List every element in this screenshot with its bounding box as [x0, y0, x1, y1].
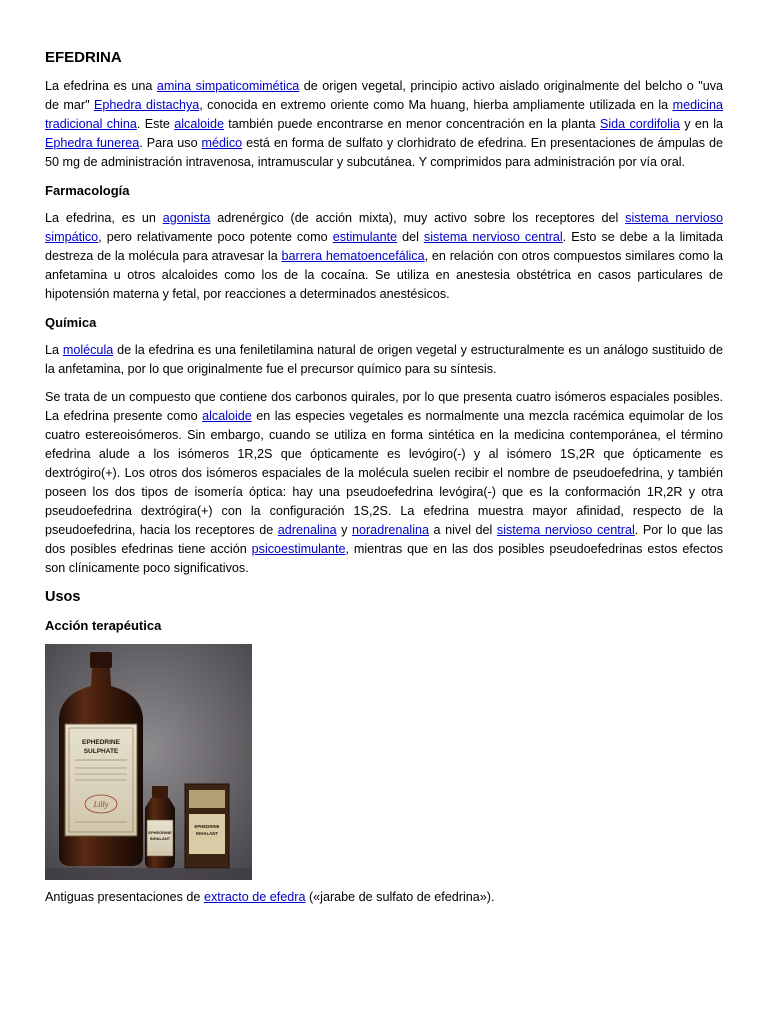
text-run: y: [336, 523, 352, 537]
text-run: La: [45, 343, 63, 357]
link-extracto-de-efedra[interactable]: extracto de efedra: [203, 890, 306, 904]
text-run: del: [397, 230, 424, 244]
ephedrine-bottles-photo: [45, 644, 252, 880]
link-estimulante[interactable]: estimulante: [332, 230, 398, 244]
text-run: , pero relativamente poco potente como: [98, 230, 333, 244]
text-run: . Por lo que las dos posibles efedrinas tiene acción: [45, 523, 723, 556]
article-body: [45, 48, 723, 907]
box-label-line1: EPHEDRINE: [194, 824, 220, 829]
text-run: está en forma de sulfato y clorhidrato de efedrina. En presentaciones de ámpulas de 50 mg de administración intravenosa, intramuscular y subcutánea. Y comprimidos para administración por vía oral.: [45, 136, 724, 169]
small-label-line1: EPHEDRINE: [148, 830, 172, 835]
quimica-paragraph-2: [45, 388, 723, 578]
link-adrenalina[interactable]: adrenalina: [277, 523, 337, 537]
text-run: Antiguas presentaciones de: [45, 890, 204, 904]
link-alcaloide[interactable]: alcaloide: [174, 117, 224, 131]
photo-caption: [45, 888, 723, 907]
small-bottle-cap: [152, 786, 168, 798]
link-amina-simpaticomimetica[interactable]: amina simpaticomimética: [156, 79, 300, 93]
text-run: . Este: [136, 117, 175, 131]
box-label-line2: INHALANT: [196, 831, 218, 836]
text-run: a nivel del: [429, 523, 497, 537]
large-label-brand: Lilly: [93, 800, 109, 809]
text-run: adrenérgico (de acción mixta), muy activo sobre los receptores del: [210, 211, 626, 225]
link-sistema-nervioso-simpatico[interactable]: sistema nervioso simpático: [45, 211, 723, 244]
page-title: EFEDRINA: [45, 49, 122, 66]
text-run: («jarabe de sulfato de efedrina»).: [305, 890, 495, 904]
text-run: . Para uso: [139, 136, 202, 150]
section-heading-usos: Usos: [45, 589, 81, 605]
text-run: de origen vegetal, principio activo aislado originalmente del belcho o "uva de mar": [45, 79, 724, 112]
text-run: . Esto se debe a la limitada destreza de la molécula para atravesar la: [45, 230, 723, 263]
link-medico[interactable]: médico: [201, 136, 243, 150]
large-label-line1: EPHEDRINE: [82, 739, 120, 746]
link-sida-cordifolia[interactable]: Sida cordifolia: [599, 117, 680, 131]
text-run: también puede encontrarse en menor concentración en la planta: [223, 117, 600, 131]
link-alcaloide-2[interactable]: alcaloide: [202, 409, 252, 423]
link-ephedra-funerea[interactable]: Ephedra funerea: [45, 136, 140, 150]
text-run: y en la: [679, 117, 724, 131]
section-heading-farmacologia: Farmacología: [45, 183, 130, 198]
text-run: en las especies vegetales es normalmente una mezcla racémica equimolar de los cuatro estereoisómeros. Sin embargo, cuando se utiliza en forma sintética en la medicina contemporánea, el término efedrina alude a los isómeros 1R,2S que ópticamente es levógiro(-) y al isómero 1S,2R que ópticamente es dextrógiro(+). Los otros dos isómeros espaciales de la molécula suelen recibir el nombre de pseudoefedrina, y también poseen los dos tipos de isomería óptica: hay una pseudoefedrina levógira(-) que es la conformación 1R,2R y otra pseudoefedrina dextrógira(+) con la configuración 1S,2S. La efedrina muestra mayor afinidad, respecto de la pseudoefedrina, hacia los receptores de: [45, 409, 724, 537]
section-heading-accion-terapeutica: Acción terapéutica: [45, 618, 162, 633]
quimica-paragraph-1: [45, 341, 723, 379]
text-run: , en relación con otros compuestos similares como la anfetamina u otros alcaloides como los de la cocaína. Se utiliza en anestesia obstétrica en casos particulares de hipotensión materna y fetal, por reacciones a determinados anestésicos.: [45, 249, 723, 301]
text-run: , mientras que en las dos posibles pseudoefedrinas estos efectos son clínicamente poco significativos.: [45, 542, 723, 575]
link-sistema-nervioso-central[interactable]: sistema nervioso central: [423, 230, 563, 244]
text-run: , conocida en extremo oriente como Ma huang, hierba ampliamente utilizada en la: [199, 98, 673, 112]
link-sistema-nervioso-central-2[interactable]: sistema nervioso central: [496, 523, 635, 537]
text-run: La efedrina es una: [45, 79, 157, 93]
link-psicoestimulante[interactable]: psicoestimulante: [251, 542, 346, 556]
text-run: Se trata de un compuesto que contiene dos carbonos quirales, por lo que presenta cuatro isómeros espaciales posibles. La efedrina presente como: [45, 390, 723, 423]
text-run: La efedrina, es un: [45, 211, 163, 225]
intro-paragraph: [45, 77, 723, 172]
farmacologia-paragraph: [45, 209, 723, 304]
link-agonista[interactable]: agonista: [162, 211, 211, 225]
section-heading-quimica: Química: [45, 315, 97, 330]
small-label-line2: INHALANT: [149, 836, 171, 841]
large-label-line2: SULPHATE: [83, 748, 119, 755]
large-bottle-cap: [90, 652, 112, 668]
link-noradrenalina[interactable]: noradrenalina: [351, 523, 430, 537]
link-barrera-hematoencefalica[interactable]: barrera hematoencefálica: [281, 249, 425, 263]
text-run: de la efedrina es una feniletilamina natural de origen vegetal y estructuralmente es un análogo sustituido de la anfetamina, por lo que originalmente fue el precursor químico para su síntesis.: [45, 343, 723, 376]
link-ephedra-distachya[interactable]: Ephedra distachya: [94, 98, 200, 112]
link-medicina-tradicional-china[interactable]: medicina tradicional china: [45, 98, 723, 131]
link-molecula[interactable]: molécula: [62, 343, 114, 357]
